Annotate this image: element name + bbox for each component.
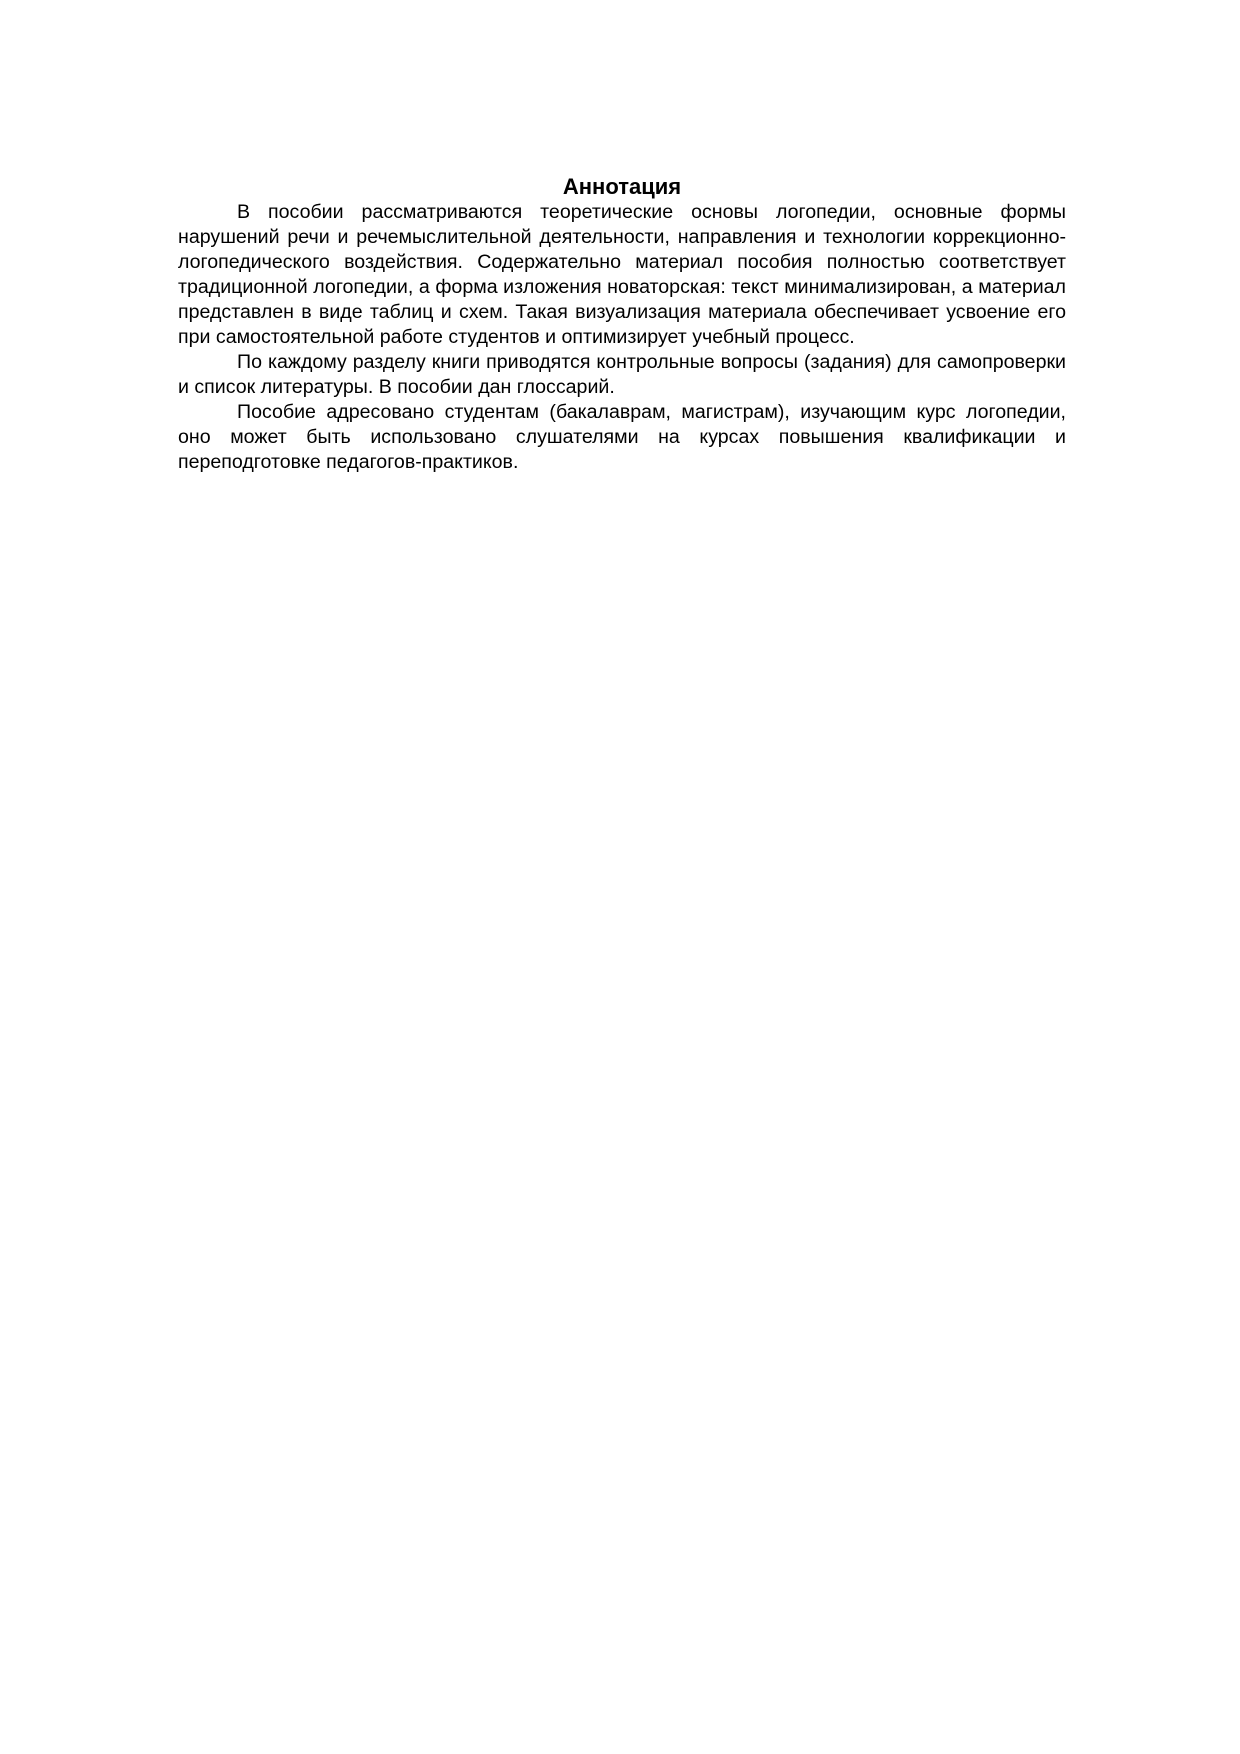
paragraph-1: В пособии рассматриваются теоретические основы логопедии, основные формы нарушений речи и речемыслительной деятельности, направления и технологии коррекционно-логопедического воздействия. Содержательно материал пособия полностью соответствует традиционной логопедии, а форма изложения новаторская: текст минимализирован, а материал представлен в виде таблиц и схем. Такая визуализация материала обеспечивает усвоение его при самостоятельной работе студентов и оптимизирует учебный процесс.	[178, 201, 1066, 348]
page-title: Аннотация	[562, 174, 682, 199]
paragraph-3: Пособие адресовано студентам (бакалаврам, магистрам), изучающим курс логопедии, оно может быть использовано слушателями на курсах повышения квалификации и переподготовке педагогов-практиков.	[178, 401, 1066, 473]
paragraph-2: По каждому разделу книги приводятся контрольные вопросы (задания) для самопроверки и список литературы. В пособии дан глоссарий.	[178, 351, 1066, 398]
annotation-section	[178, 174, 1066, 475]
